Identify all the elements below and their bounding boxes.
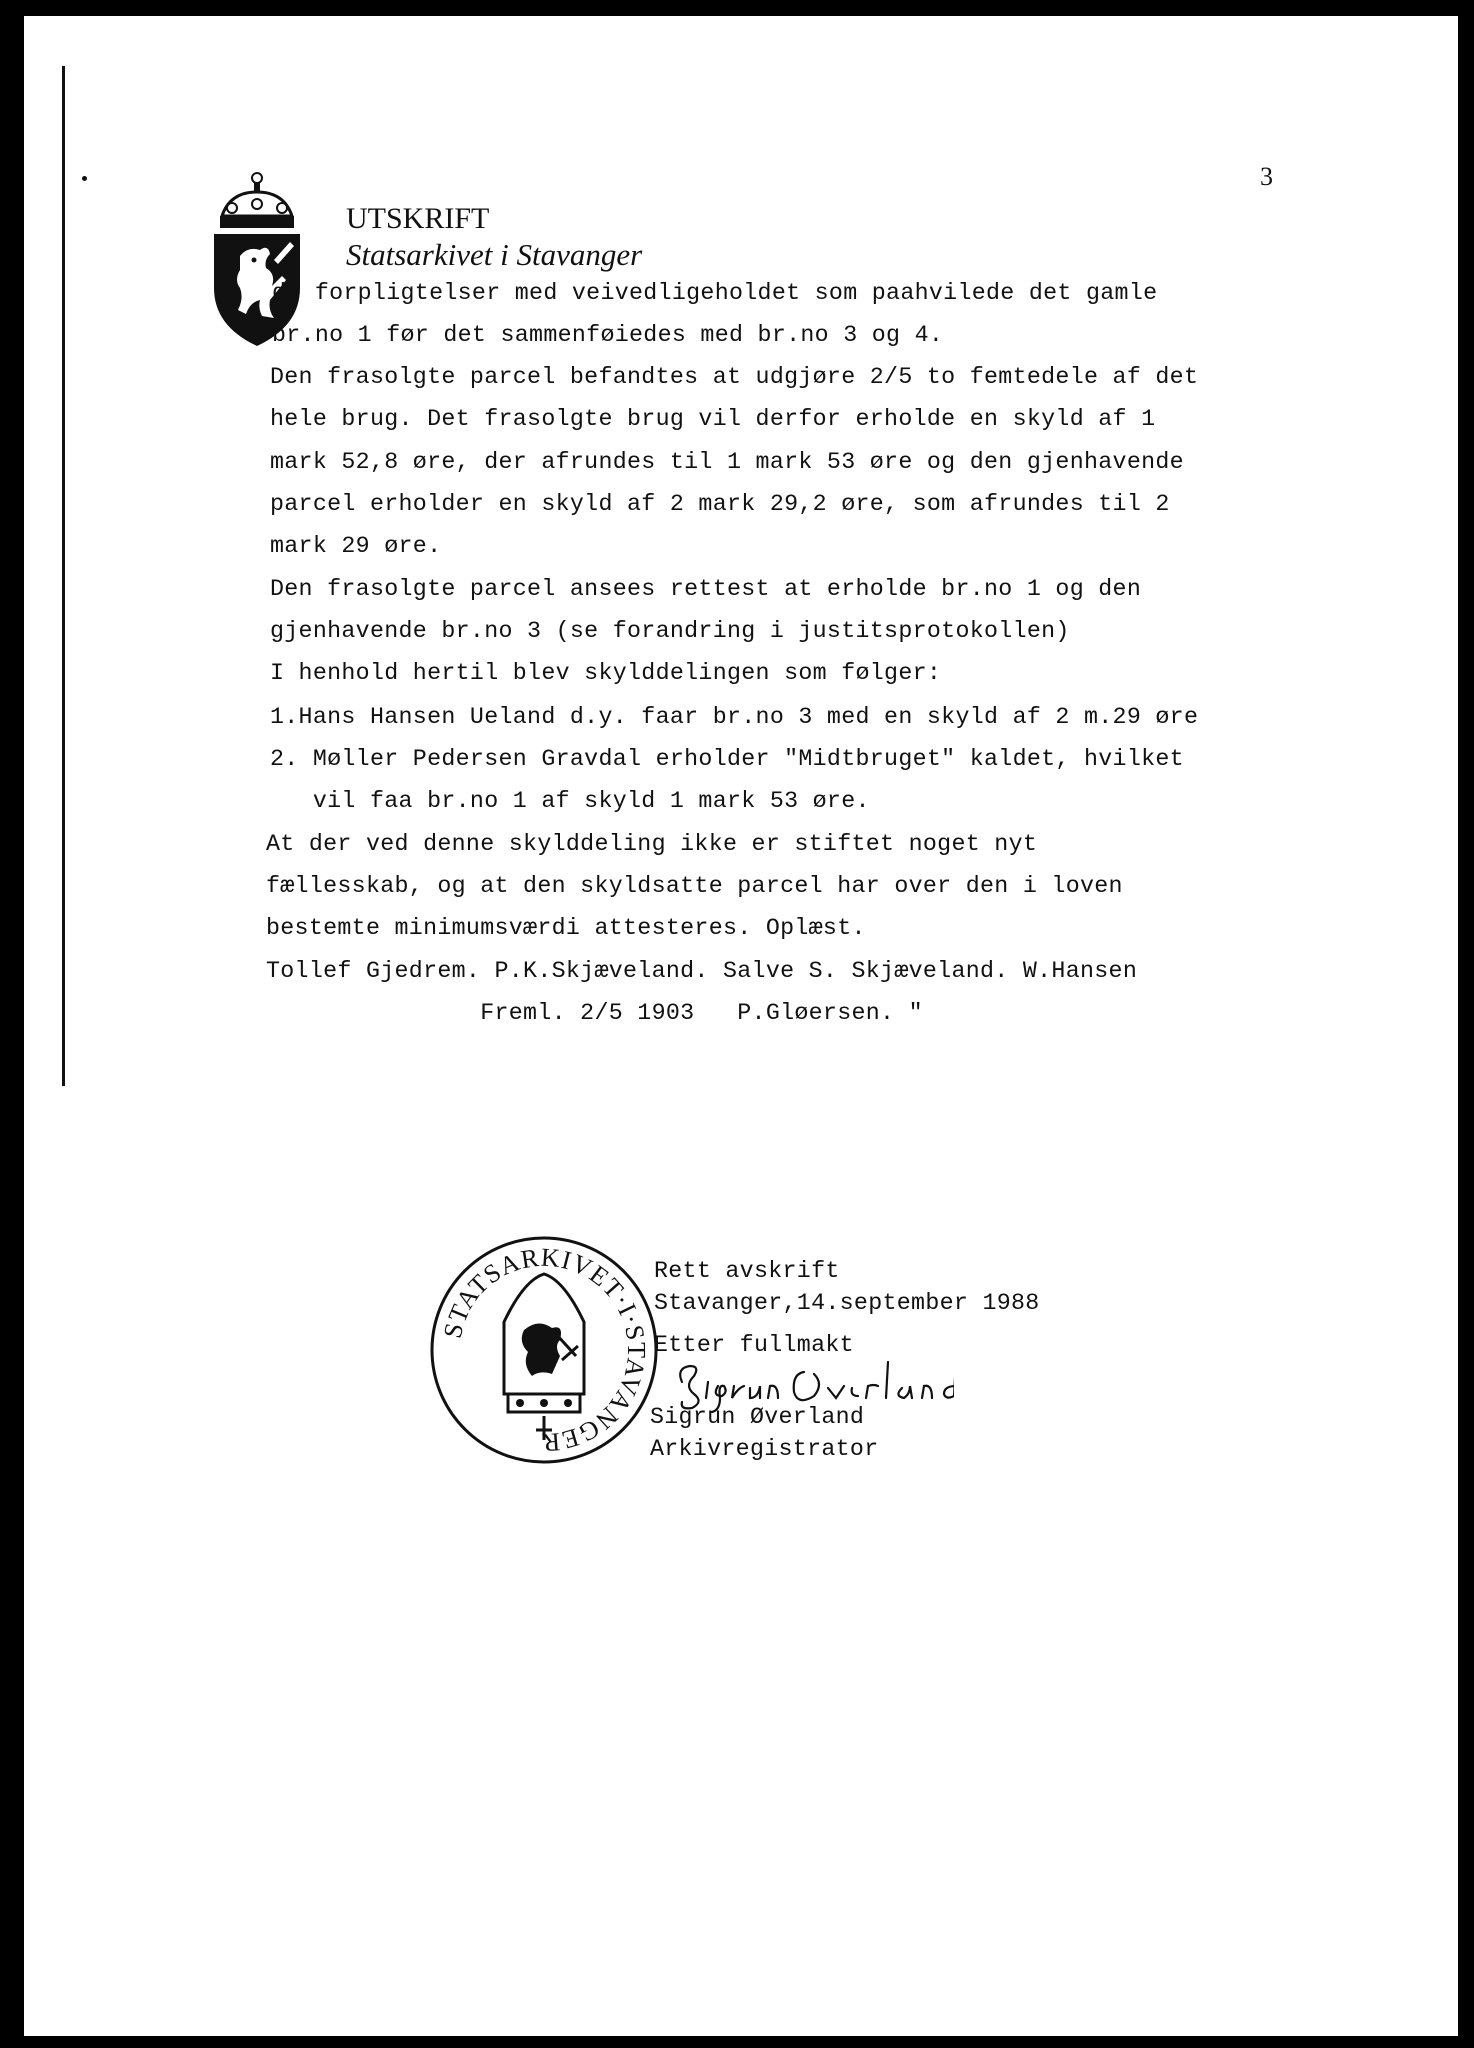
document-page [24, 16, 1458, 2036]
body-line: Freml. 2/5 1903 P.Gløersen. " [266, 1000, 923, 1026]
body-line: Tollef Gjedrem. P.K.Skjæveland. Salve S. Skjæveland. W.Hansen [266, 958, 1138, 984]
certification-authority: Etter fullmakt [654, 1332, 854, 1358]
stamp-subtitle: Statsarkivet i Stavanger [346, 237, 643, 272]
body-line: fællesskab, og at den skyldsatte parcel har over den i loven [266, 873, 1123, 899]
body-line: br.no 1 før det sammenføiedes med br.no 3 og 4. [272, 322, 944, 348]
body-line: bestemte minimumsværdi attesteres. Oplæst. [266, 915, 866, 941]
body-line: mark 52,8 øre, der afrundes til 1 mark 53 øre og den gjenhavende [270, 449, 1184, 475]
certification-place-date: Stavanger,14.september 1988 [654, 1290, 1040, 1316]
body-line: gjenhavende br.no 3 (se forandring i justitsprotokollen) [270, 618, 1070, 644]
archive-seal-icon [428, 1234, 660, 1466]
seal-ring-text: STATSARKIVET·I·STAVANGER [437, 1242, 652, 1458]
page-number: 3 [1260, 162, 1273, 191]
scan-edge-mark [62, 66, 65, 1086]
body-line: 2. Møller Pedersen Gravdal erholder "Midtbruget" kaldet, hvilket [270, 746, 1184, 772]
certification-line: Rett avskrift [654, 1258, 840, 1284]
body-line: Den frasolgte parcel befandtes at udgjøre 2/5 to femtedele af det [270, 364, 1199, 390]
signer-name: Sigrun Øverland [650, 1404, 865, 1430]
body-line: de forpligtelser med veivedligeholdet som paahvilede det gamle [272, 280, 1158, 306]
body-line: parcel erholder en skyld af 2 mark 29,2 øre, som afrundes til 2 [270, 491, 1170, 517]
body-line: mark 29 øre. [270, 533, 442, 559]
body-line: Den frasolgte parcel ansees rettest at erholde br.no 1 og den [270, 576, 1142, 602]
body-line: 1.Hans Hansen Ueland d.y. faar br.no 3 med en skyld af 2 m.29 øre [270, 704, 1199, 730]
body-line: hele brug. Det frasolgte brug vil derfor erholde en skyld af 1 [270, 406, 1156, 432]
stamp-title: UTSKRIFT [346, 202, 490, 235]
scan-dot-mark [82, 176, 87, 181]
body-line: I henhold hertil blev skylddelingen som følger: [270, 660, 942, 686]
body-line: vil faa br.no 1 af skyld 1 mark 53 øre. [270, 788, 870, 814]
body-line: At der ved denne skylddeling ikke er stiftet noget nyt [266, 831, 1038, 857]
signer-title: Arkivregistrator [650, 1436, 879, 1462]
